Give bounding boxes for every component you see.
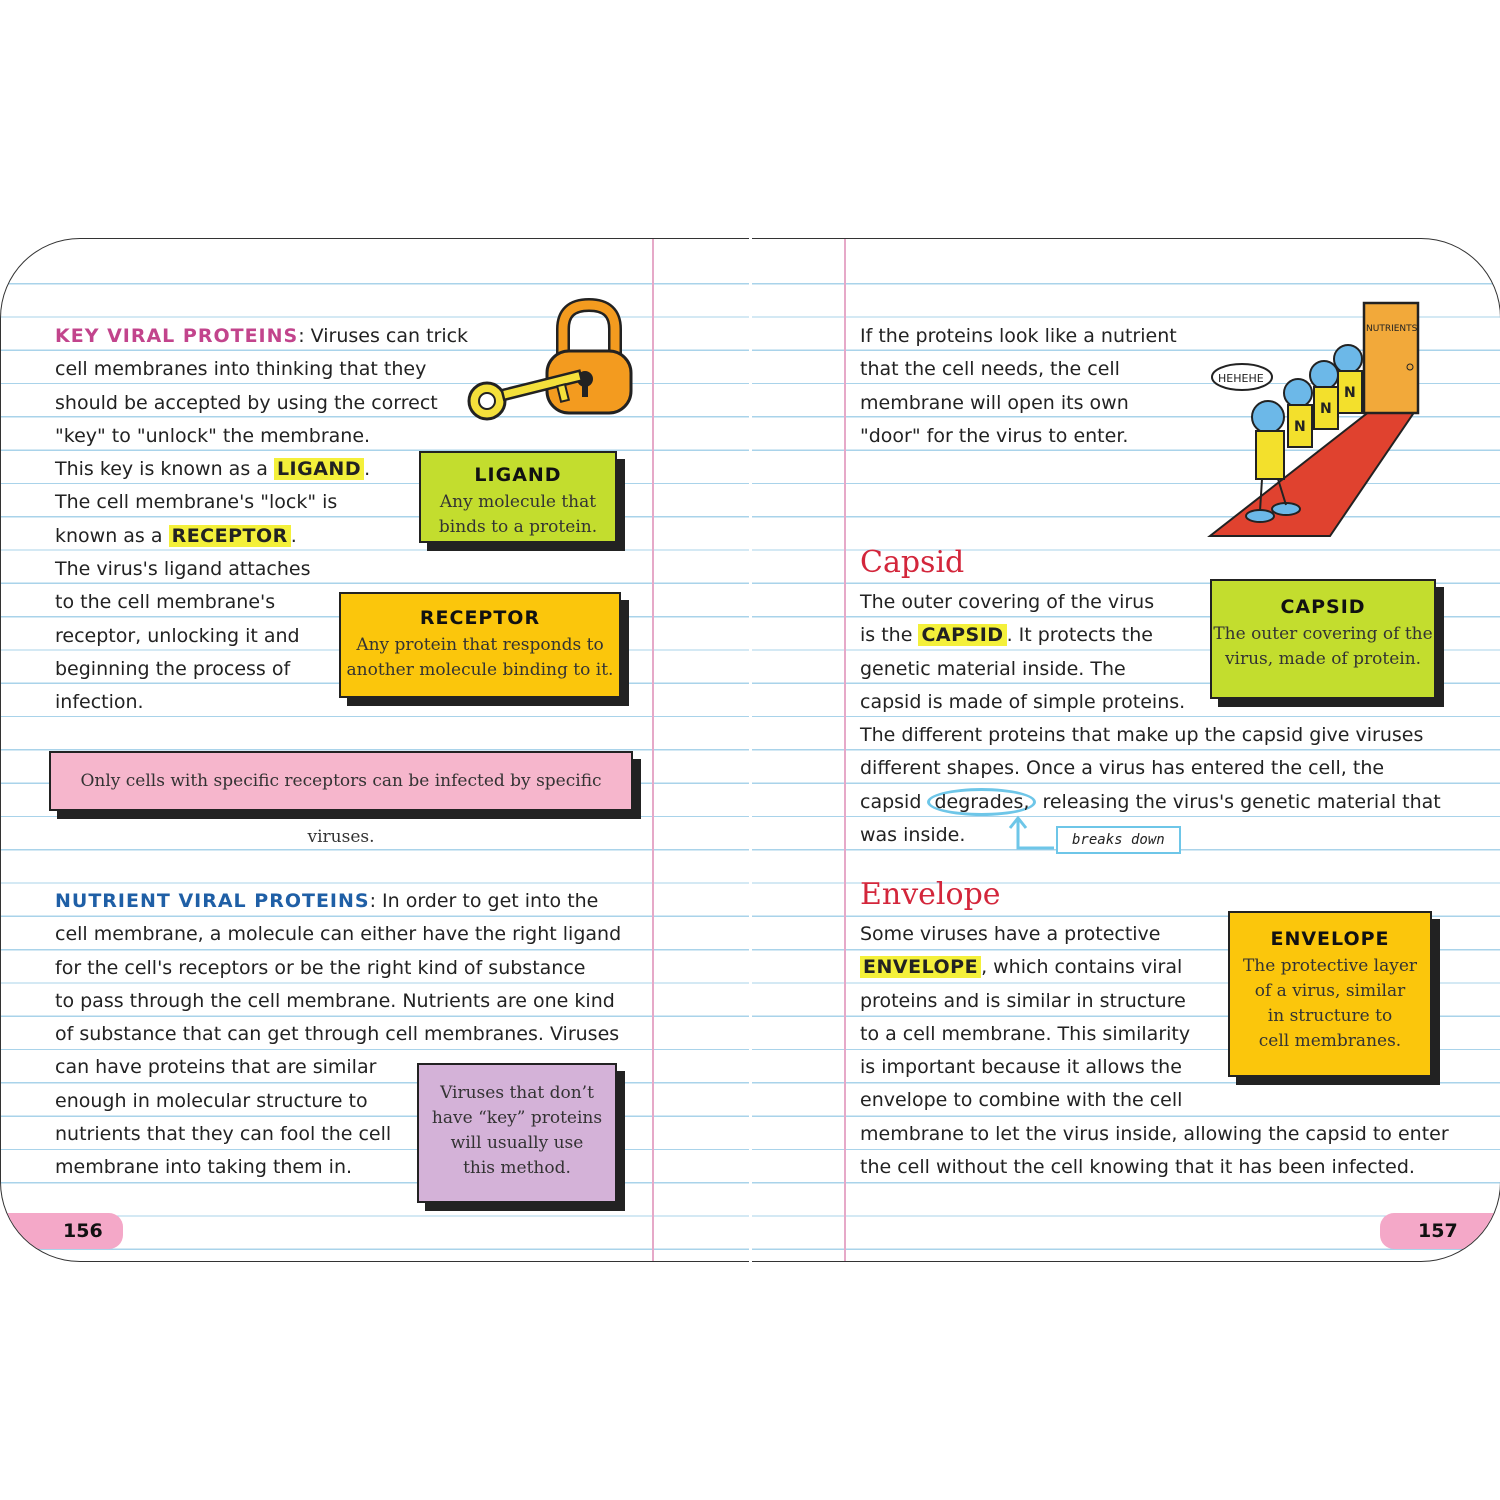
receptor-note-box: Only cells with specific receptors can be infected by specific viruses. bbox=[49, 751, 633, 811]
nutrient-viral-proteins-heading: NUTRIENT VIRAL PROTEINS bbox=[55, 890, 370, 912]
svg-text:NUTRIENTS: NUTRIENTS bbox=[1366, 324, 1418, 334]
annotation-arrow-icon bbox=[1002, 814, 1062, 854]
svg-text:HEHEHE: HEHEHE bbox=[1218, 372, 1264, 385]
ligand-highlight: LIGAND bbox=[274, 458, 364, 480]
svg-text:N: N bbox=[1320, 401, 1332, 417]
page-number: 156 bbox=[1, 1213, 123, 1249]
margin-line bbox=[652, 239, 654, 1261]
envelope-definition-box: ENVELOPE The protective layer of a virus, similar in structure to cell membranes. bbox=[1228, 911, 1432, 1077]
receptor-definition-box: RECEPTOR Any protein that responds to another molecule binding to it. bbox=[339, 592, 621, 698]
key-proteins-note-box: Viruses that don’t have “key” proteins will usually use this method. bbox=[417, 1063, 617, 1203]
envelope-highlight: ENVELOPE bbox=[860, 956, 981, 978]
page-number: 157 bbox=[1380, 1213, 1500, 1249]
viruses-entering-door-illustration bbox=[1200, 301, 1430, 551]
right-page bbox=[752, 238, 1500, 1262]
capsid-definition-box: CAPSID The outer covering of the virus, made of protein. bbox=[1210, 579, 1436, 699]
svg-text:N: N bbox=[1344, 385, 1356, 401]
key-viral-proteins-heading: KEY VIRAL PROTEINS bbox=[55, 325, 299, 347]
receptor-highlight: RECEPTOR bbox=[169, 525, 291, 547]
capsid-highlight: CAPSID bbox=[918, 624, 1006, 646]
degrades-circled-word: degrades, bbox=[927, 788, 1036, 816]
left-page bbox=[0, 238, 749, 1262]
envelope-paragraph: Some viruses have a protective ENVELOPE , which contains viral proteins and is similar in structure to a cell membrane. This similarity is important because it allows the envelope to combine with the cell membrane to let the virus inside, allowing the capsid to enter the cell without the cell knowing that it has been infected. bbox=[860, 923, 1449, 1179]
svg-text:N: N bbox=[1294, 419, 1306, 435]
lock-and-key-icon bbox=[463, 295, 638, 427]
key-viral-proteins-paragraph: KEY VIRAL PROTEINS: Viruses can trick cell membranes into thinking that they should be accepted by using the correct "key" to "unlock" the membrane. This key is known as a LIGAND . The cell membrane's "lock" is known as a RECEPTOR . The virus's ligand attaches to the cell membrane's receptor, unlocking it and beginning the process of infection. bbox=[55, 325, 469, 714]
envelope-section-title: Envelope bbox=[860, 877, 1001, 912]
nutrient-intro-paragraph: If the proteins look like a nutrient that the cell needs, the cell membrane will open its own "door" for the virus to enter. bbox=[860, 325, 1177, 447]
capsid-section-title: Capsid bbox=[860, 545, 965, 580]
breaks-down-annotation: breaks down bbox=[1056, 826, 1181, 854]
capsid-paragraph: The outer covering of the virus is the CAPSID . It protects the genetic material inside. The capsid is made of simple proteins. The different proteins that make up the capsid give viruses different shapes. Once a virus has entered the cell, the capsid degrades, releasing the virus's genetic material that was inside. bbox=[860, 591, 1441, 847]
margin-line bbox=[844, 239, 846, 1261]
ligand-definition-box: LIGAND Any molecule that binds to a protein. bbox=[419, 451, 617, 543]
nutrient-viral-proteins-paragraph: NUTRIENT VIRAL PROTEINS: In order to get into the cell membrane, a molecule can either have the right ligand for the cell's receptors or be the right kind of substance to pass through the cell membrane. Nutrients are one kind of substance that can get through cell membranes. Viruses can have proteins that are similar enough in molecular structure to nutrients that they can fool the cell membrane into taking them in. bbox=[55, 890, 622, 1179]
